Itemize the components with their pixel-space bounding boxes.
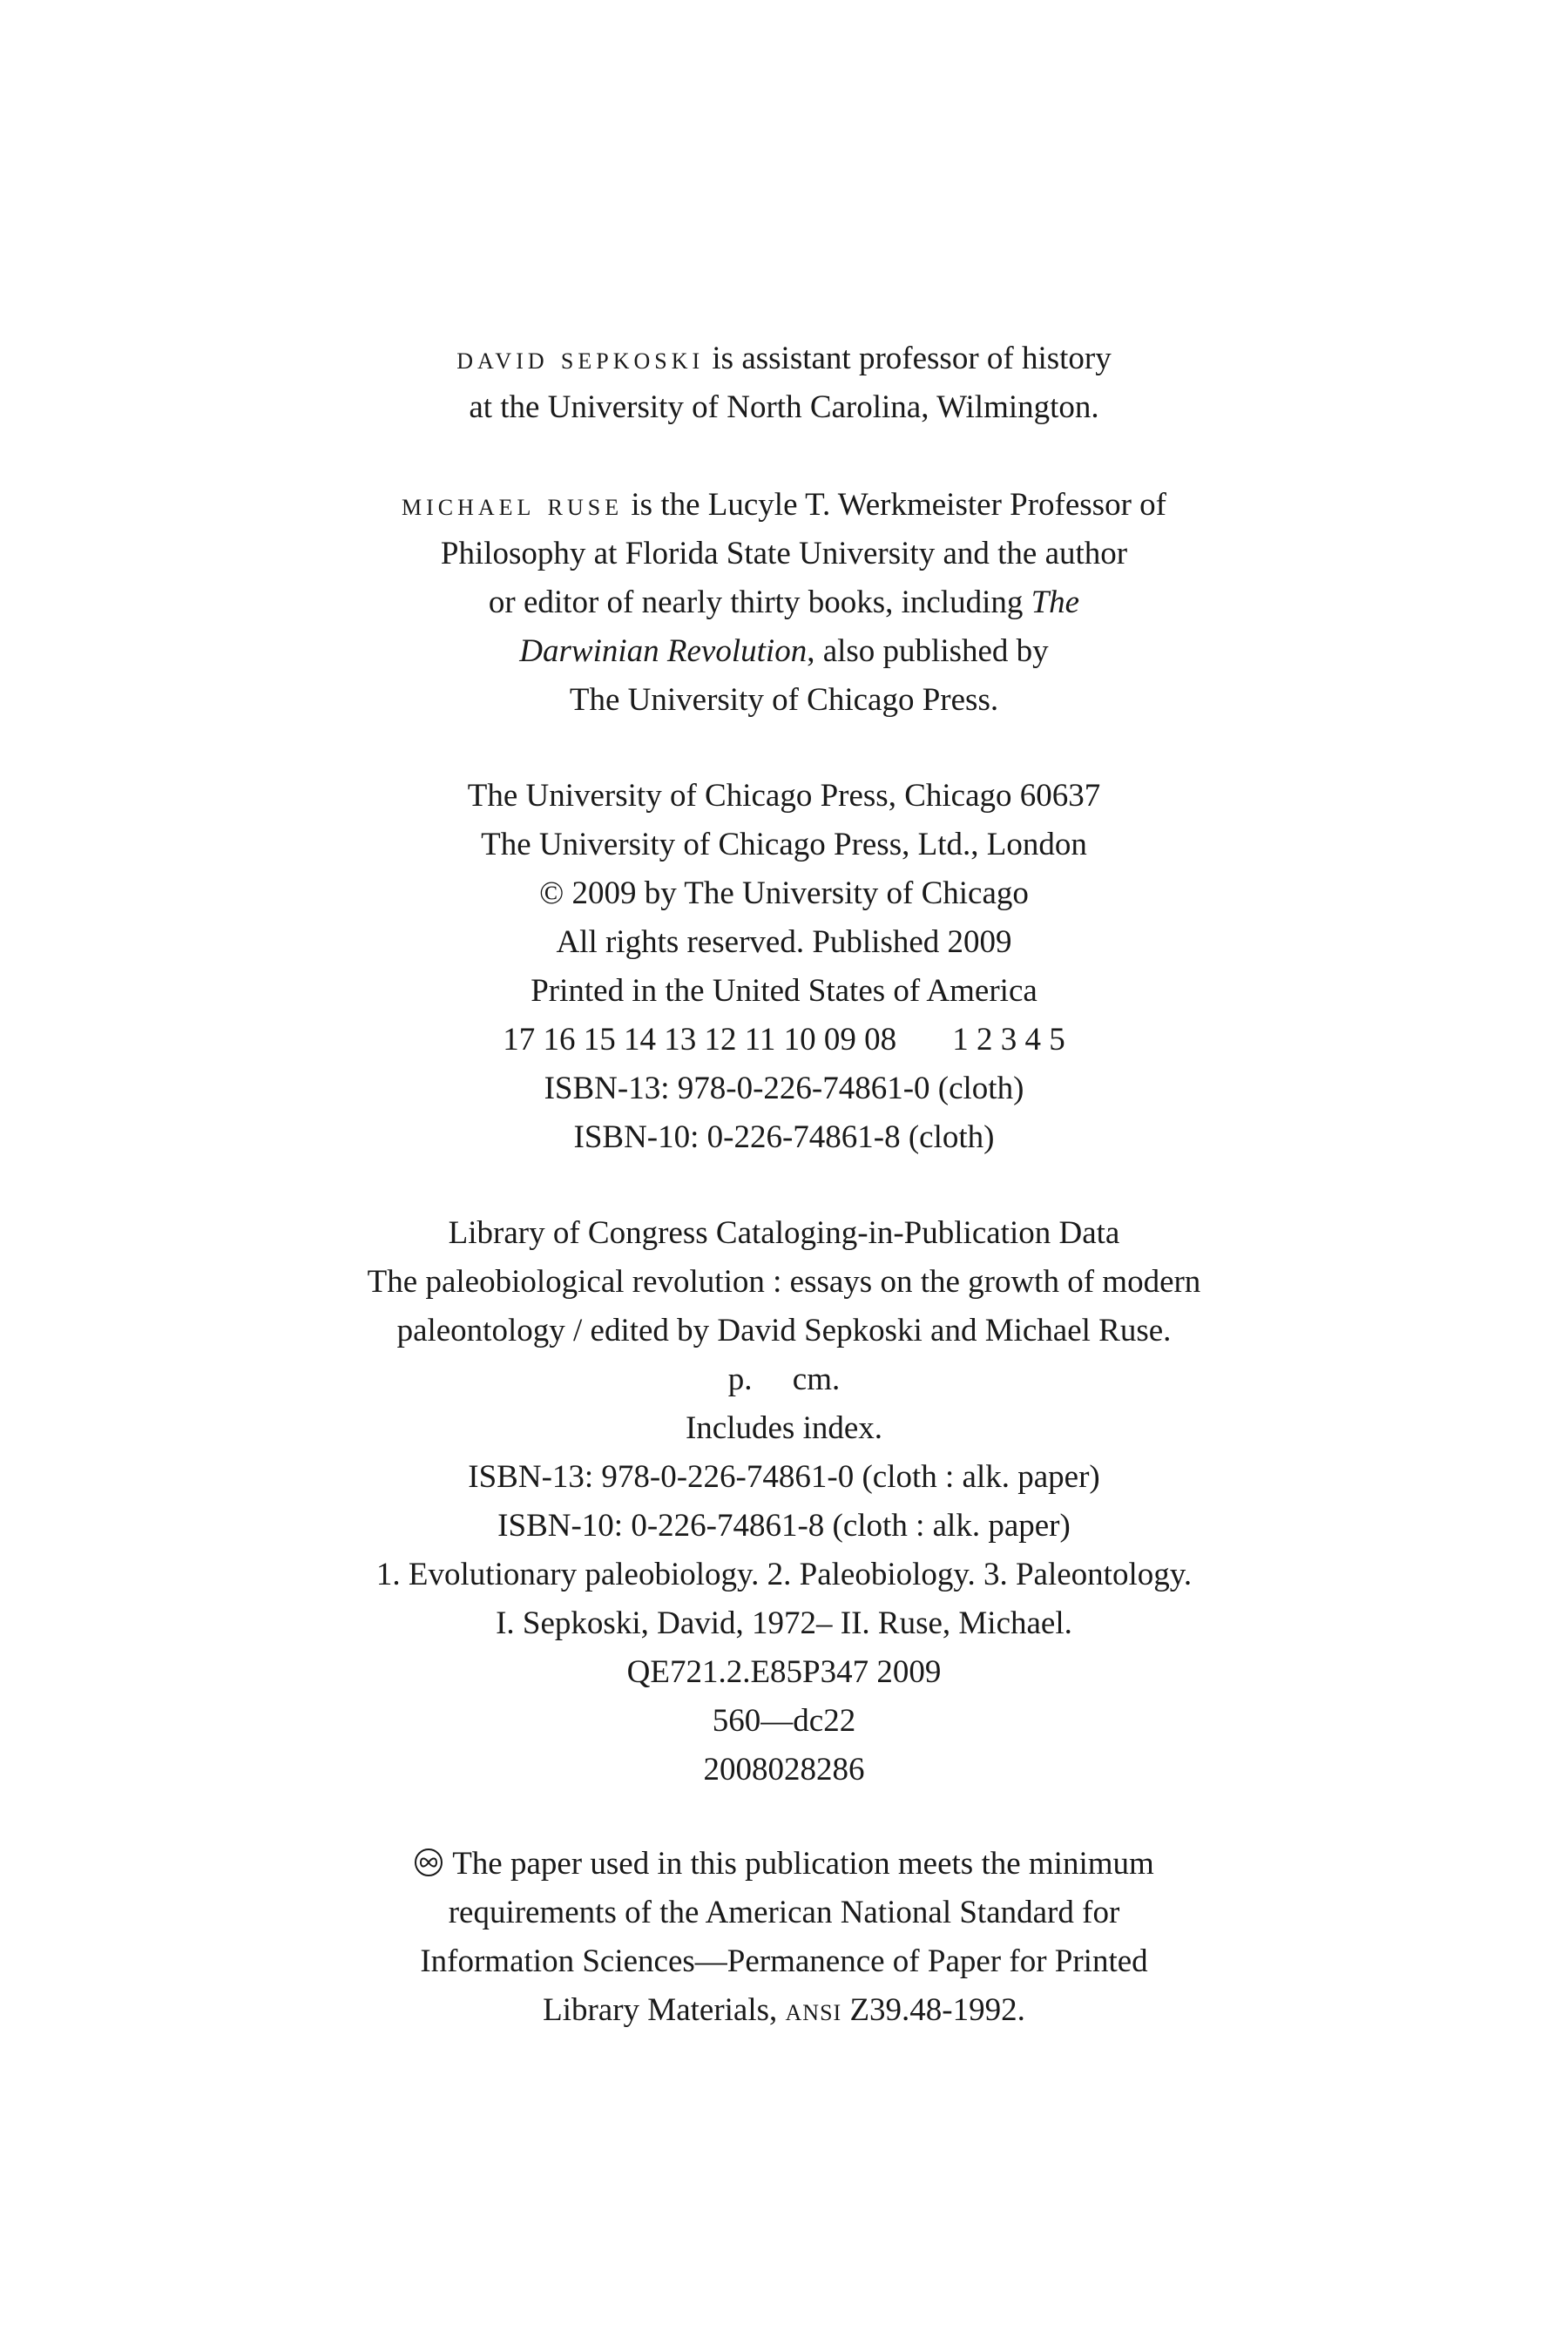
paper-notice-text: requirements of the American National Standard for xyxy=(448,1895,1120,1930)
cip-lc-class: QE721.2.E85P347 2009 xyxy=(626,1654,942,1690)
paper-notice xyxy=(0,1840,1568,2035)
author-bio-text: is assistant professor of history xyxy=(704,341,1112,376)
author-bio-sepkoski xyxy=(0,335,1568,432)
cip-title: The paleobiological revolution : essays on the growth of modern xyxy=(367,1264,1201,1300)
cip-heading: Library of Congress Cataloging-in-Publication Data xyxy=(448,1215,1120,1251)
cip-isbn-13: ISBN-13: 978-0-226-74861-0 (cloth : alk. paper) xyxy=(468,1459,1100,1495)
paper-notice-text: Library Materials, xyxy=(543,1992,786,2028)
publisher-line: The University of Chicago Press, Ltd., London xyxy=(481,827,1087,862)
publisher-line: The University of Chicago Press, Chicago 60637 xyxy=(467,778,1101,814)
print-runs: 1 2 3 4 5 xyxy=(952,1022,1065,1058)
author-name: michael ruse xyxy=(402,487,624,523)
author-bio-text: is the Lucyle T. Werkmeister Professor of xyxy=(623,487,1166,523)
paper-notice-text: The paper used in this publication meets the minimum xyxy=(452,1846,1154,1882)
book-title: The xyxy=(1031,585,1080,620)
rights-line: All rights reserved. Published 2009 xyxy=(556,924,1012,960)
cip-isbn-10: ISBN-10: 0-226-74861-8 (cloth : alk. paper) xyxy=(497,1508,1071,1544)
isbn-10: ISBN-10: 0-226-74861-8 (cloth) xyxy=(573,1119,995,1155)
author-bio-text: Philosophy at Florida State University and the author xyxy=(440,536,1128,571)
cip-pagination: p. cm. xyxy=(727,1362,841,1397)
author-bio-text: or editor of nearly thirty books, including xyxy=(488,585,1031,620)
cip-title: paleontology / edited by David Sepkoski and Michael Ruse. xyxy=(396,1313,1172,1348)
isbn-13: ISBN-13: 978-0-226-74861-0 (cloth) xyxy=(544,1071,1024,1106)
cip-data xyxy=(0,1209,1568,1794)
publisher-info xyxy=(0,772,1568,1162)
printing-line xyxy=(0,1016,1568,1064)
cip-dewey: 560—dc22 xyxy=(712,1703,856,1739)
paper-notice-text: Information Sciences—Permanence of Paper for Printed xyxy=(420,1943,1148,1979)
cip-contributors: I. Sepkoski, David, 1972– II. Ruse, Michael. xyxy=(496,1605,1072,1641)
author-bio-text: , also published by xyxy=(807,633,1049,669)
permanence-of-paper-icon xyxy=(414,1848,443,1877)
author-bio-ruse xyxy=(0,481,1568,725)
book-title: Darwinian Revolution xyxy=(519,633,808,669)
print-years: 17 16 15 14 13 12 11 10 09 08 xyxy=(503,1022,897,1058)
cip-subjects: 1. Evolutionary paleobiology. 2. Paleobiology. 3. Paleontology. xyxy=(375,1557,1193,1592)
paper-notice-text: Z39.48-1992. xyxy=(841,1992,1025,2028)
author-name: david sepkoski xyxy=(456,341,705,376)
author-bio-text: The University of Chicago Press. xyxy=(569,682,999,718)
author-bio-text: at the University of North Carolina, Wilmington. xyxy=(469,389,1099,425)
cip-index: Includes index. xyxy=(685,1410,883,1446)
copyright-line: © 2009 by The University of Chicago xyxy=(539,875,1029,911)
ansi-label: ansi xyxy=(785,1992,842,2028)
printed-in-line: Printed in the United States of America xyxy=(531,973,1037,1009)
cip-lccn: 2008028286 xyxy=(703,1752,865,1788)
